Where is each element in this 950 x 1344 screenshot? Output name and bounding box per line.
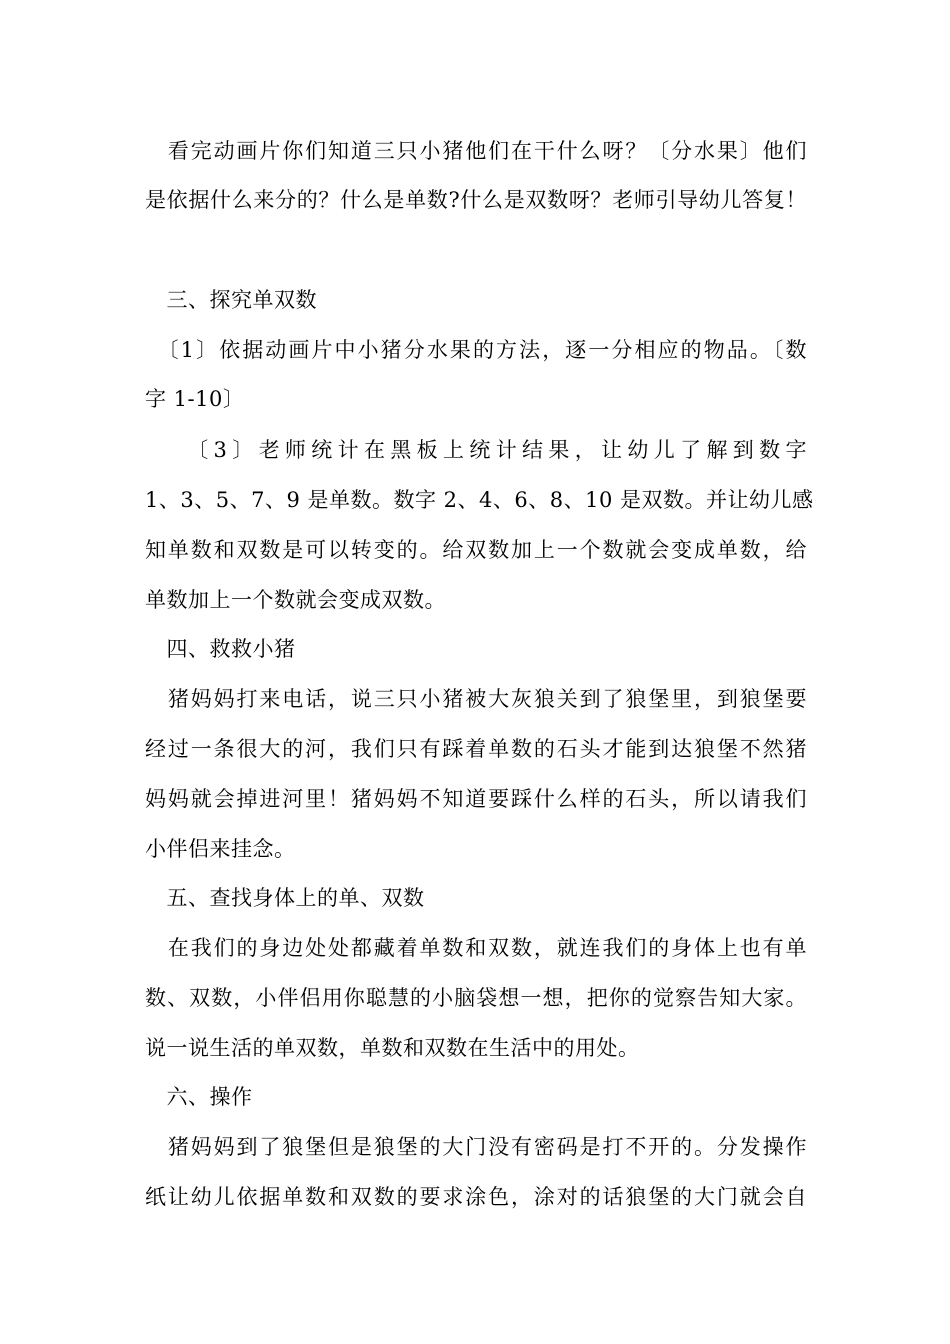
text-line: 纸让幼儿依据单数和双数的要求涂色，涂对的话狼堡的大门就会自 xyxy=(145,1185,807,1209)
text-line: 经过一条很大的河，我们只有踩着单数的石头才能到达狼堡不然猪 xyxy=(145,737,807,761)
text-line: 1、3、5、7、9 是单数。数字 2、4、6、8、10 是双数。并让幼儿感 xyxy=(145,488,814,512)
section-heading: 三、探究单双数 xyxy=(145,288,317,312)
text-line: 在我们的身边处处都藏着单数和双数，就连我们的身体上也有单 xyxy=(145,936,807,960)
text-line: 小伴侣来挂念。 xyxy=(145,837,296,861)
text-line: 〔1〕依据动画片中小猪分水果的方法，逐一分相应的物品。〔数 xyxy=(145,338,807,362)
text-line: 数、双数，小伴侣用你聪慧的小脑袋想一想，把你的觉察告知大家。 xyxy=(145,986,807,1010)
text-line: 看完动画片你们知道三只小猪他们在干什么呀？〔分水果〕他们 xyxy=(145,139,807,163)
text-line: 字 1-10〕 xyxy=(145,387,245,411)
section-heading: 六、操作 xyxy=(145,1085,253,1109)
text-line: 妈妈就会掉进河里！猪妈妈不知道要踩什么样的石头，所以请我们 xyxy=(145,787,807,811)
text-line: 单数加上一个数就会变成双数。 xyxy=(145,588,446,612)
text-line: 猪妈妈到了狼堡但是狼堡的大门没有密码是打不开的。分发操作 xyxy=(145,1135,807,1159)
text-line: 是依据什么来分的？什么是单数?什么是双数呀？老师引导幼儿答复！ xyxy=(145,188,807,212)
text-line: 〔3〕老师统计在黑板上统计结果，让幼儿了解到数字 xyxy=(145,438,807,462)
text-line: 知单数和双数是可以转变的。给双数加上一个数就会变成单数，给 xyxy=(145,538,807,562)
text-line: 猪妈妈打来电话，说三只小猪被大灰狼关到了狼堡里，到狼堡要 xyxy=(145,687,807,711)
section-heading: 四、救救小猪 xyxy=(145,637,296,661)
text-line: 说一说生活的单双数，单数和双数在生活中的用处。 xyxy=(145,1036,640,1060)
section-heading: 五、查找身体上的单、双数 xyxy=(145,886,425,910)
